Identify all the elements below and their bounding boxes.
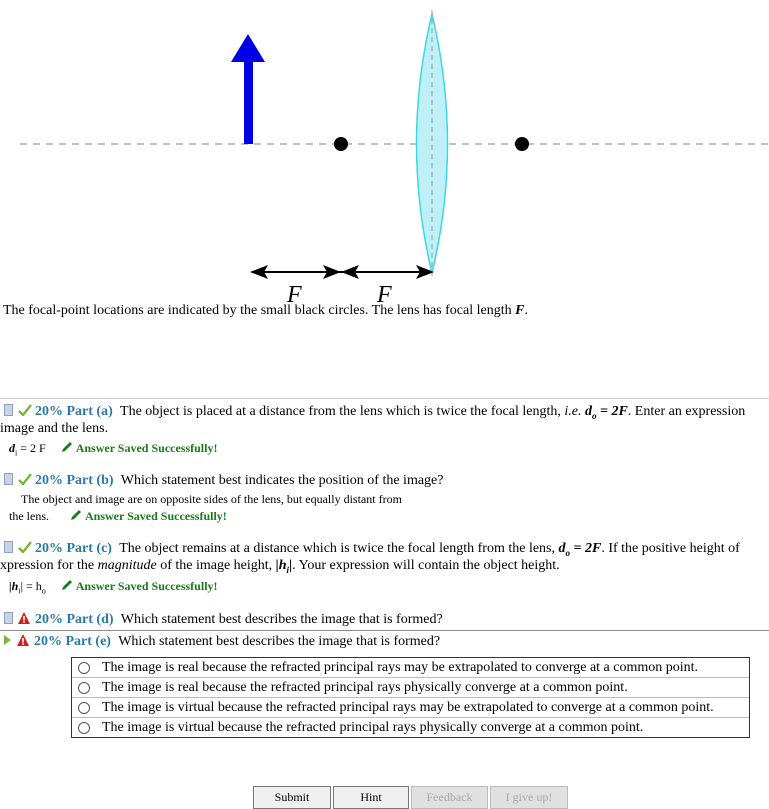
document-icon[interactable] <box>4 612 13 624</box>
document-icon[interactable] <box>4 473 13 485</box>
part-c-line2: xpression for the magnitude of the image height, $|h_i|$. Your expression will contain the object height. <box>0 558 560 575</box>
feedback-button[interactable]: Feedback <box>411 786 488 809</box>
part-d-label: 20% Part (d) <box>35 612 114 627</box>
choice-option[interactable]: The image is virtual because the refracted principal rays physically converge at a common point. <box>72 718 749 737</box>
focal-label-2: F <box>377 282 392 308</box>
focal-point-left <box>334 137 348 151</box>
radio-button[interactable] <box>78 662 90 674</box>
optics-diagram <box>0 0 769 310</box>
choice-list <box>71 657 750 738</box>
choice-option[interactable]: The image is virtual because the refracted principal rays may be extrapolated to converge at a common point. <box>72 698 749 718</box>
warning-icon <box>18 612 30 624</box>
part-a: 20% Part (a) The object is placed at a distance from the lens which is twice the focal length, i.e. $d_o = 2F$. Enter an expression <box>4 404 745 421</box>
submit-button[interactable]: Submit <box>253 786 331 809</box>
part-c-answer: $|h_i| = h_o$ Answer Saved Successfully! <box>9 579 218 596</box>
pencil-icon <box>61 441 73 453</box>
radio-button[interactable] <box>78 702 90 714</box>
saved-status: Answer Saved Successfully! <box>85 509 227 523</box>
warning-icon <box>17 634 29 646</box>
divider <box>0 398 769 399</box>
lens <box>417 14 448 273</box>
radio-button[interactable] <box>78 682 90 694</box>
part-c: 20% Part (c) The object remains at a distance which is twice the focal length from the lens, $d_o = 2F$. If the positive height of <box>4 541 740 558</box>
part-b-label: 20% Part (b) <box>35 473 114 488</box>
checkmark-icon <box>18 404 32 416</box>
object-arrow-shaft <box>244 60 253 144</box>
pencil-icon <box>61 579 73 591</box>
play-icon[interactable] <box>4 635 11 645</box>
focal-label-1: F <box>287 282 302 308</box>
checkmark-icon <box>18 473 32 485</box>
part-c-label: 20% Part (c) <box>35 541 112 556</box>
part-b-answer-line2: the lens. Answer Saved Successfully! <box>9 509 227 523</box>
give-up-button[interactable]: I give up! <box>490 786 568 809</box>
saved-status: Answer Saved Successfully! <box>75 441 218 455</box>
part-d: 20% Part (d) Which statement best describes the image that is formed? <box>4 612 443 628</box>
focal-point-right <box>515 137 529 151</box>
part-a-line2: image and the lens. <box>0 421 109 436</box>
radio-button[interactable] <box>78 722 90 734</box>
document-icon[interactable] <box>4 404 13 416</box>
figure-caption: The focal-point locations are indicated by the small black circles. The lens has focal length F. <box>3 303 528 318</box>
part-b-answer-line1: The object and image are on opposite sides of the lens, but equally distant from <box>21 492 402 506</box>
part-a-answer: $d_i = 2$ F Answer Saved Successfully! <box>9 441 218 458</box>
object-arrow-head <box>231 34 265 62</box>
part-b: 20% Part (b) Which statement best indicates the position of the image? <box>4 473 443 489</box>
part-e-label: 20% Part (e) <box>34 634 111 649</box>
part-e: 20% Part (e) Which statement best describes the image that is formed? <box>4 634 440 650</box>
hint-button[interactable]: Hint <box>333 786 409 809</box>
part-a-label: 20% Part (a) <box>35 404 113 419</box>
checkmark-icon <box>18 541 32 553</box>
divider <box>0 630 769 631</box>
choice-option[interactable]: The image is real because the refracted principal rays physically converge at a common point. <box>72 678 749 698</box>
document-icon[interactable] <box>4 541 13 553</box>
choice-option[interactable]: The image is real because the refracted principal rays may be extrapolated to converge at a common point. <box>72 658 749 678</box>
pencil-icon <box>70 509 82 521</box>
saved-status: Answer Saved Successfully! <box>75 579 218 593</box>
